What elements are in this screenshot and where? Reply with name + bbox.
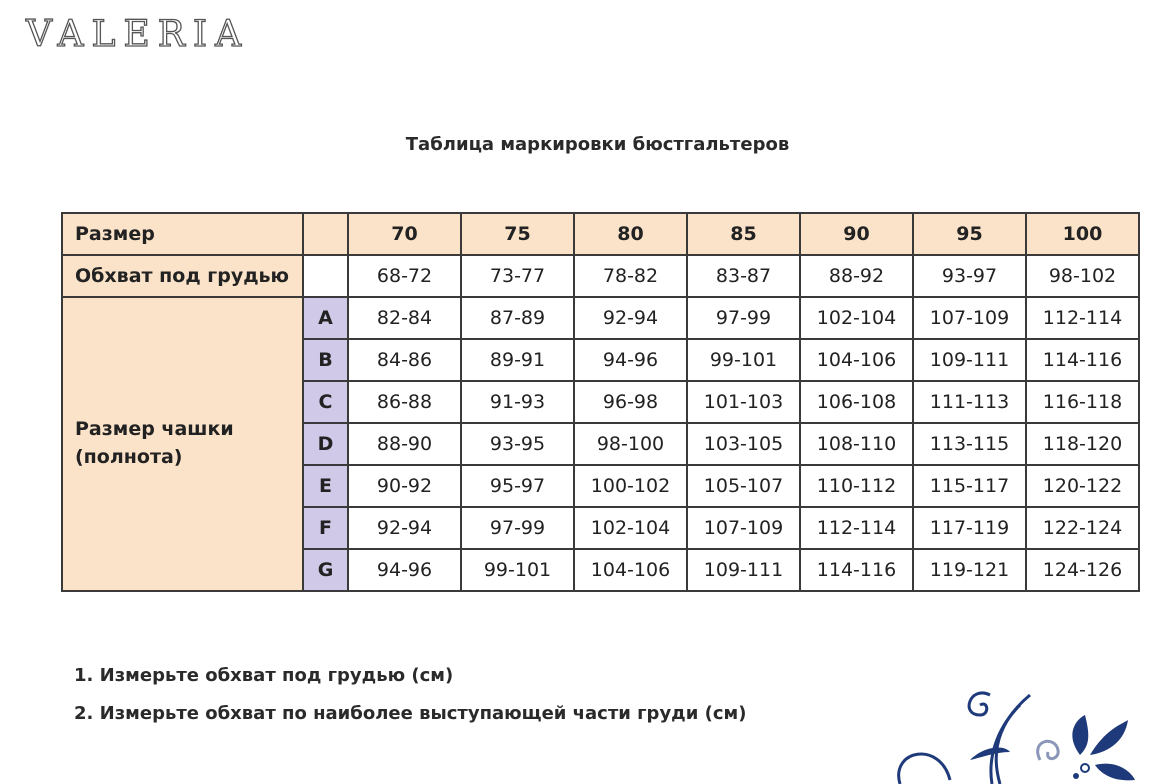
instruction-1: 1. Измерьте обхват под грудью (см) (74, 665, 454, 686)
cup-value: 118-120 (1026, 423, 1139, 465)
size-header: 100 (1026, 213, 1139, 255)
cup-value: 106-108 (800, 381, 913, 423)
cup-value: 97-99 (461, 507, 574, 549)
cup-value: 101-103 (687, 381, 800, 423)
cup-value: 88-90 (348, 423, 461, 465)
cup-value: 108-110 (800, 423, 913, 465)
cup-value: 99-101 (687, 339, 800, 381)
cup-letter: A (303, 297, 348, 339)
size-header: 95 (913, 213, 1026, 255)
cup-value: 124-126 (1026, 549, 1139, 591)
cup-value: 95-97 (461, 465, 574, 507)
underbust-value: 68-72 (348, 255, 461, 297)
cup-value: 117-119 (913, 507, 1026, 549)
cup-value: 102-104 (574, 507, 687, 549)
cup-value: 92-94 (348, 507, 461, 549)
size-label: Размер (62, 213, 303, 255)
cup-value: 113-115 (913, 423, 1026, 465)
underbust-value: 93-97 (913, 255, 1026, 297)
cup-value: 109-111 (687, 549, 800, 591)
cup-value: 122-124 (1026, 507, 1139, 549)
cup-value: 104-106 (800, 339, 913, 381)
cup-value: 97-99 (687, 297, 800, 339)
cup-value: 112-114 (800, 507, 913, 549)
cup-letter: D (303, 423, 348, 465)
cup-value: 94-96 (574, 339, 687, 381)
table-row-underbust (62, 255, 1139, 297)
cup-value: 96-98 (574, 381, 687, 423)
cup-value: 90-92 (348, 465, 461, 507)
size-header: 90 (800, 213, 913, 255)
cup-letter: C (303, 381, 348, 423)
cup-value: 99-101 (461, 549, 574, 591)
cup-letter: F (303, 507, 348, 549)
cup-value: 104-106 (574, 549, 687, 591)
cup-value: 110-112 (800, 465, 913, 507)
underbust-value: 88-92 (800, 255, 913, 297)
cup-value: 86-88 (348, 381, 461, 423)
size-header: 80 (574, 213, 687, 255)
cup-value: 94-96 (348, 549, 461, 591)
cup-value: 103-105 (687, 423, 800, 465)
blank-cell (303, 255, 348, 297)
brand-logo: VALERIA (26, 14, 250, 55)
underbust-value: 73-77 (461, 255, 574, 297)
cup-value: 105-107 (687, 465, 800, 507)
cup-value: 112-114 (1026, 297, 1139, 339)
size-header: 70 (348, 213, 461, 255)
table-row-cup (62, 297, 1139, 339)
cup-size-label: Размер чашки (полнота) (62, 297, 303, 591)
cup-value: 93-95 (461, 423, 574, 465)
cup-letter: B (303, 339, 348, 381)
cup-value: 120-122 (1026, 465, 1139, 507)
page-title: Таблица маркировки бюстгальтеров (405, 134, 790, 155)
cup-value: 109-111 (913, 339, 1026, 381)
cup-value: 92-94 (574, 297, 687, 339)
instructions (74, 665, 746, 741)
underbust-label: Обхват под грудью (62, 255, 303, 297)
cup-value: 116-118 (1026, 381, 1139, 423)
cup-value: 107-109 (913, 297, 1026, 339)
cup-letter: G (303, 549, 348, 591)
cup-value: 89-91 (461, 339, 574, 381)
cup-value: 114-116 (1026, 339, 1139, 381)
instruction-2: 2. Измерьте обхват по наиболее выступающей части груди (см) (74, 703, 747, 724)
cup-value: 84-86 (348, 339, 461, 381)
cup-value: 87-89 (461, 297, 574, 339)
cup-value: 82-84 (348, 297, 461, 339)
cup-value: 98-100 (574, 423, 687, 465)
cup-value: 91-93 (461, 381, 574, 423)
cup-letter: E (303, 465, 348, 507)
table-row-sizes (62, 213, 1139, 255)
cup-value: 114-116 (800, 549, 913, 591)
size-header: 75 (461, 213, 574, 255)
size-header: 85 (687, 213, 800, 255)
blank-cell (303, 213, 348, 255)
underbust-value: 83-87 (687, 255, 800, 297)
size-table (61, 212, 1140, 592)
underbust-value: 78-82 (574, 255, 687, 297)
cup-value: 115-117 (913, 465, 1026, 507)
cup-value: 100-102 (574, 465, 687, 507)
cup-value: 111-113 (913, 381, 1026, 423)
cup-value: 107-109 (687, 507, 800, 549)
cup-value: 119-121 (913, 549, 1026, 591)
floral-ornament-icon (880, 680, 1170, 784)
underbust-value: 98-102 (1026, 255, 1139, 297)
cup-value: 102-104 (800, 297, 913, 339)
